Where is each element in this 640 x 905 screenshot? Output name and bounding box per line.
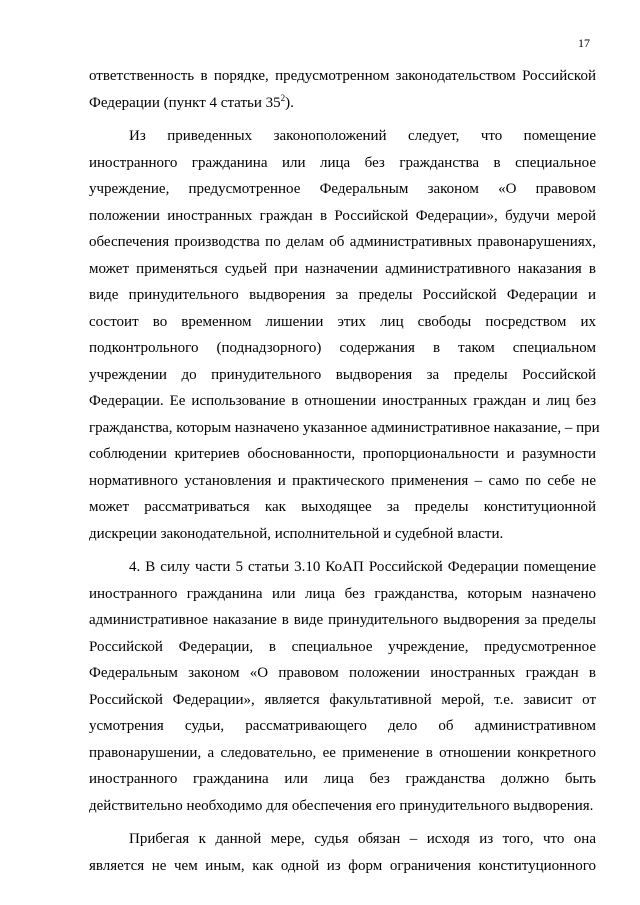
text-line: может рассматриваться как выходящее за пределы конституционной (89, 499, 596, 515)
text-line: административное наказание в виде принудительного выдворения за пределы (89, 612, 596, 628)
text-line: Прибегая к данной мере, судья обязан – исходя из того, что она (129, 831, 596, 847)
text-line: иностранного гражданина или лица без гражданства должно быть (89, 771, 596, 787)
text-line: состоит во временном лишении этих лиц свободы посредством их (89, 313, 596, 330)
paragraph-2 (89, 123, 600, 547)
text-line: обеспечения производства по делам об административных правонарушениях, (89, 234, 596, 250)
text-line: ответственность в порядке, предусмотренном законодательством Российской (89, 68, 596, 84)
text-line: усмотрения судьи, рассматривающего дело об административном (89, 718, 596, 734)
text-line: виде принудительного выдворения за пределы Российской Федерации и (89, 287, 596, 303)
text-line: подконтрольного (поднадзорного) содержания в таком специальном (89, 340, 596, 356)
text-line: дискреции законодательной, исполнительной и судебной власти. (89, 525, 504, 542)
text-line: Федерации. Ее использование в отношении иностранных граждан и лиц без (89, 393, 596, 409)
document-body (89, 63, 600, 879)
text-line: нормативного установления и практического применения – само по себе не (89, 472, 596, 489)
text-line: действительно необходимо для обеспечения его принудительного выдворения. (89, 797, 594, 814)
text-line: иностранного гражданина или лица без гражданства в специальное (89, 154, 596, 171)
text-fragment: Федерации (пункт 4 статьи 35 (89, 94, 281, 111)
text-line: правонарушении, а следовательно, ее применение в отношении конкретного (89, 744, 596, 761)
text-line: учреждении до принудительного выдворения за пределы Российской (89, 366, 596, 383)
paragraph-1 (89, 63, 596, 116)
text-line: положении иностранных граждан в Российской Федерации», будучи мерой (89, 207, 596, 224)
text-line: 4. В силу части 5 статьи 3.10 КоАП Российской Федерации помещение (129, 559, 596, 575)
text-line: Из приведенных законоположений следует, что помещение (129, 128, 596, 144)
text-line: учреждение, предусмотренное Федеральным законом «О правовом (89, 181, 596, 197)
text-line: иностранного гражданина или лица без гражданства, которым назначено (89, 585, 596, 602)
text-line: Российской Федерации, в специальное учреждение, предусмотренное (89, 638, 596, 655)
text-line (89, 90, 596, 117)
text-line: гражданства, которым назначено указанное административное наказание, – при (89, 419, 600, 436)
text-line: может применяться судьей при назначении административного наказания в (89, 260, 596, 277)
text-line: является не чем иным, как одной из форм ограничения конституционного (89, 857, 596, 874)
text-line: соблюдении критериев обоснованности, пропорциональности и разумности (89, 446, 596, 462)
text-fragment: ). (285, 94, 294, 111)
text-line: Российской Федерации», является факультативной мерой, т.е. зависит от (89, 691, 596, 708)
paragraph-3 (89, 554, 596, 819)
paragraph-4 (89, 826, 596, 879)
text-line: Федеральным законом «О правовом положении иностранных граждан в (89, 665, 596, 681)
page-number: 17 (578, 36, 590, 50)
superscript: 2 (280, 92, 286, 103)
